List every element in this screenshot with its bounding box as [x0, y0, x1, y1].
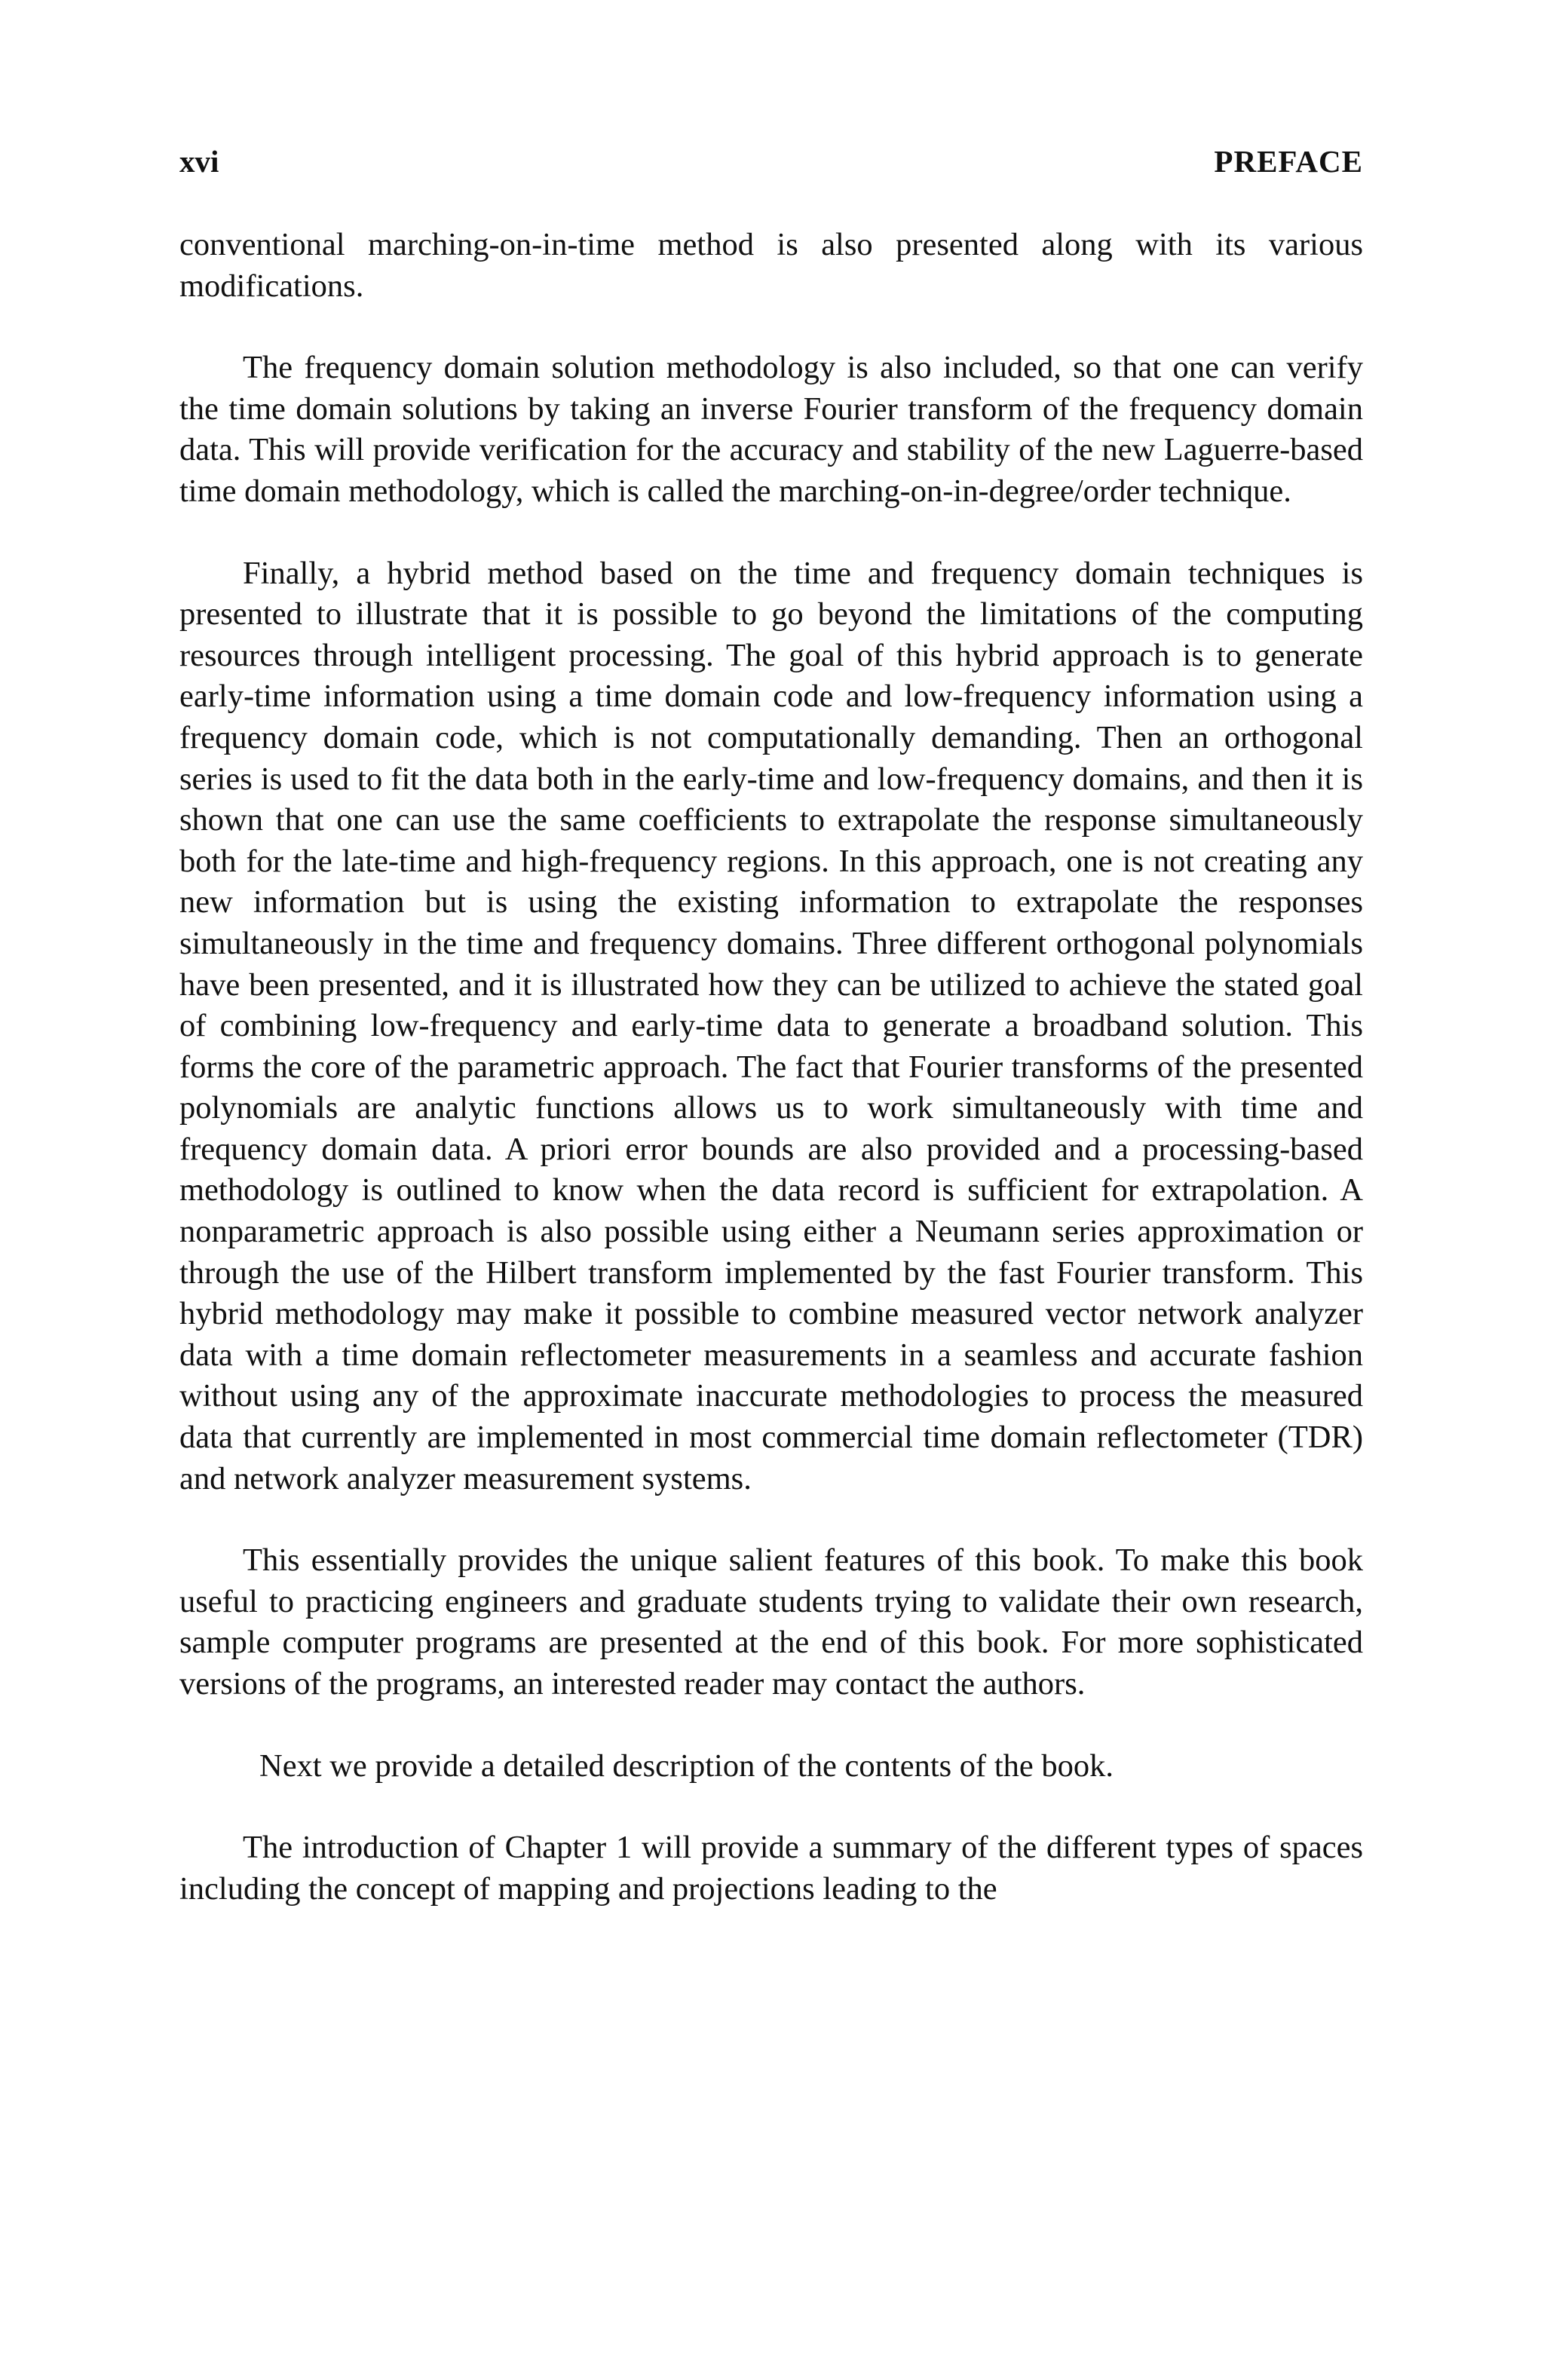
paragraph-contents-intro: Next we provide a detailed description of the contents of the book.: [259, 1747, 1114, 1784]
paragraph-hybrid-method: Finally, a hybrid method based on the time and frequency domain techniques is presented to illustrate that it is possible to go beyond the limitations of the computing resources through intelligent processing. The goal of this hybrid approach is to generate early-time information using a time domain code and low-frequency information using a frequency domain code, which is not computationally demanding. Then an orthogonal series is used to fit the data both in the early-time and low-frequency domains, and then it is shown that one can use the same coefficients to extrapolate the response simultaneously both for the late-time and high-frequency regions. In this approach, one is not creating any new information but is using the existing information to extrapolate the responses simultaneously in the time and frequency domains. Three different orthogonal polynomials have been presented, and it is illustrated how they can be utilized to achieve the stated goal of combining low-frequency and early-time data to generate a broadband solution. This forms the core of the parametric approach. The fact that Fourier transforms of the presented polynomials are analytic functions allows us to work simultaneously with time and frequency domain data. A priori error bounds are also provided and a processing-based methodology is outlined to know when the data record is sufficient for extrapolation. A nonparametric approach is also possible using either a Neumann series approximation or through the use of the Hilbert transform implemented by the fast Fourier transform. This hybrid methodology may make it possible to combine measured vector network analyzer data with a time domain reflectometer measurements in a seamless and accurate fashion without using any of the approximate inaccurate methodologies to process the measured data that currently are implemented in most commercial time domain reflectometer (TDR) and network analyzer measurement systems.: [179, 555, 1363, 1496]
running-title: PREFACE: [1214, 144, 1363, 179]
running-head: [179, 140, 1363, 182]
page-number: xvi: [179, 144, 219, 179]
paragraph-frequency-domain: The frequency domain solution methodology is also included, so that one can verify the time domain solutions by taking an inverse Fourier transform of the frequency domain data. This will provide verification for the accuracy and stability of the new Laguerre-based time domain methodology, which is called the marching-on-in-degree/order technique.: [179, 350, 1363, 509]
body-text: [179, 225, 1363, 1950]
paragraph-salient-features: This essentially provides the unique salient features of this book. To make this book useful to practicing engineers and graduate students trying to validate their own research, sample computer programs are presented at the end of this book. For more sophisticated versions of the programs, an interested reader may contact the authors.: [179, 1542, 1363, 1702]
paragraph-chapter-1: The introduction of Chapter 1 will provide a summary of the different types of spaces including the concept of mapping and projections leading to the: [179, 1830, 1363, 1907]
paragraph-continuation: conventional marching-on-in-time method is also presented along with its various modifications.: [179, 227, 1363, 304]
